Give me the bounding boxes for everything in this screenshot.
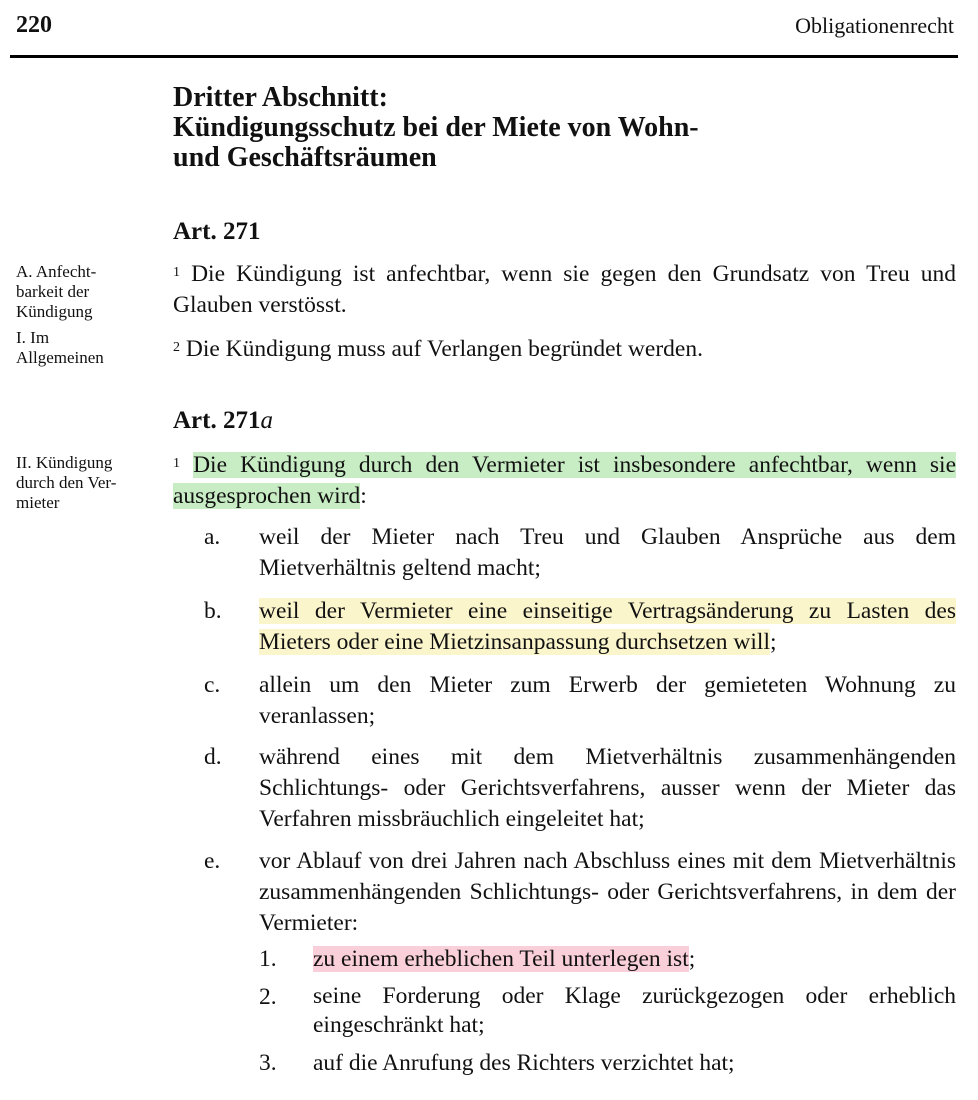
sub-item-tail: ; bbox=[688, 946, 696, 972]
running-title: Obligationenrecht bbox=[795, 13, 954, 38]
list-item-text: weil der Mieter nach Treu und Glauben Ansprüche aus dem Mietverhältnis geltend macht; bbox=[259, 524, 956, 581]
sub-item-label: 1. bbox=[259, 946, 277, 972]
page-number: 220 bbox=[16, 12, 52, 38]
article-heading-271: Art. 271 bbox=[173, 218, 261, 245]
paragraph-text: Die Kündigung ist anfechtbar, wenn sie gegen den Grundsatz von Treu und Glauben verstösst. bbox=[173, 261, 957, 318]
article-number: Art. 271 bbox=[173, 407, 261, 434]
list-item-label: b. bbox=[204, 598, 222, 624]
highlighted-text: zu einem erheblichen Teil unterlegen ist bbox=[313, 946, 689, 972]
list-item-label: a. bbox=[204, 524, 221, 550]
margin-note-line: durch den Ver- bbox=[16, 473, 117, 492]
paragraph-text: Die Kündigung muss auf Verlangen begründet werden. bbox=[185, 336, 703, 362]
article-suffix: a bbox=[260, 407, 273, 434]
paragraph-number: 2 bbox=[173, 340, 180, 355]
margin-note-line: Kündigung bbox=[16, 302, 93, 321]
list-item-text: vor Ablauf von drei Jahren nach Abschluss eines mit dem Mietverhältnis zusammenhängenden Schlichtungs- oder Gerichtsverfahrens, in dem der Vermieter: bbox=[259, 848, 956, 936]
article-heading-271a bbox=[173, 407, 273, 435]
paragraph-271-2 bbox=[173, 334, 956, 365]
section-title bbox=[173, 83, 933, 173]
paragraph-number: 1 bbox=[173, 265, 180, 280]
paragraph-271-1 bbox=[173, 259, 956, 321]
section-title-line: und Geschäftsräumen bbox=[173, 142, 437, 173]
margin-note-line: II. Kündigung bbox=[16, 453, 113, 472]
list-item-text bbox=[259, 596, 956, 658]
sub-item-label: 2. bbox=[259, 984, 277, 1010]
sub-item-text bbox=[313, 944, 956, 975]
list-item-label: e. bbox=[204, 848, 221, 874]
list-item-text: während eines mit dem Mietverhältnis zusammenhängenden Schlichtungs- oder Gerichtsverfahrens, ausser wenn der Mieter das Verfahren missbräuchlich eingeleitet hat; bbox=[259, 744, 956, 832]
paragraph-number: 1 bbox=[173, 456, 180, 471]
margin-note-line: mieter bbox=[16, 493, 60, 512]
sub-item-text: seine Forderung oder Klage zurückgezogen oder erheblich eingeschränkt hat; bbox=[313, 983, 956, 1038]
sub-item-text: auf die Anrufung des Richters verzichtet hat; bbox=[313, 1050, 735, 1076]
margin-note-anfechtbarkeit bbox=[16, 262, 156, 322]
list-item-label: d. bbox=[204, 744, 222, 770]
paragraph-271a-1 bbox=[173, 450, 956, 512]
margin-note-line: Allgemeinen bbox=[16, 348, 104, 367]
list-item-text: allein um den Mieter zum Erwerb der gemieteten Wohnung zu veranlassen; bbox=[259, 672, 956, 729]
page-header bbox=[10, 0, 958, 58]
paragraph-text: : bbox=[360, 483, 367, 509]
margin-note-line: I. Im bbox=[16, 328, 50, 347]
section-title-line: Kündigungsschutz bei der Miete von Wohn- bbox=[173, 112, 699, 143]
list-item-label: c. bbox=[204, 672, 221, 698]
margin-note-allgemeinen bbox=[16, 328, 156, 368]
margin-note-line: A. Anfecht- bbox=[16, 262, 97, 281]
margin-note-line: barkeit der bbox=[16, 282, 90, 301]
sub-item-label: 3. bbox=[259, 1050, 277, 1076]
margin-note-kuendigung-vermieter bbox=[16, 453, 156, 513]
section-title-line: Dritter Abschnitt: bbox=[173, 82, 388, 113]
highlighted-text: weil der Vermieter eine einseitige Vertragsänderung zu Lasten des Mieters oder eine Mietzinsanpassung durchsetzen will bbox=[259, 598, 956, 655]
highlighted-text: Die Kündigung durch den Vermieter ist insbesondere anfechtbar, wenn sie ausgesprochen wird bbox=[173, 452, 957, 509]
list-item-tail: ; bbox=[769, 629, 777, 655]
